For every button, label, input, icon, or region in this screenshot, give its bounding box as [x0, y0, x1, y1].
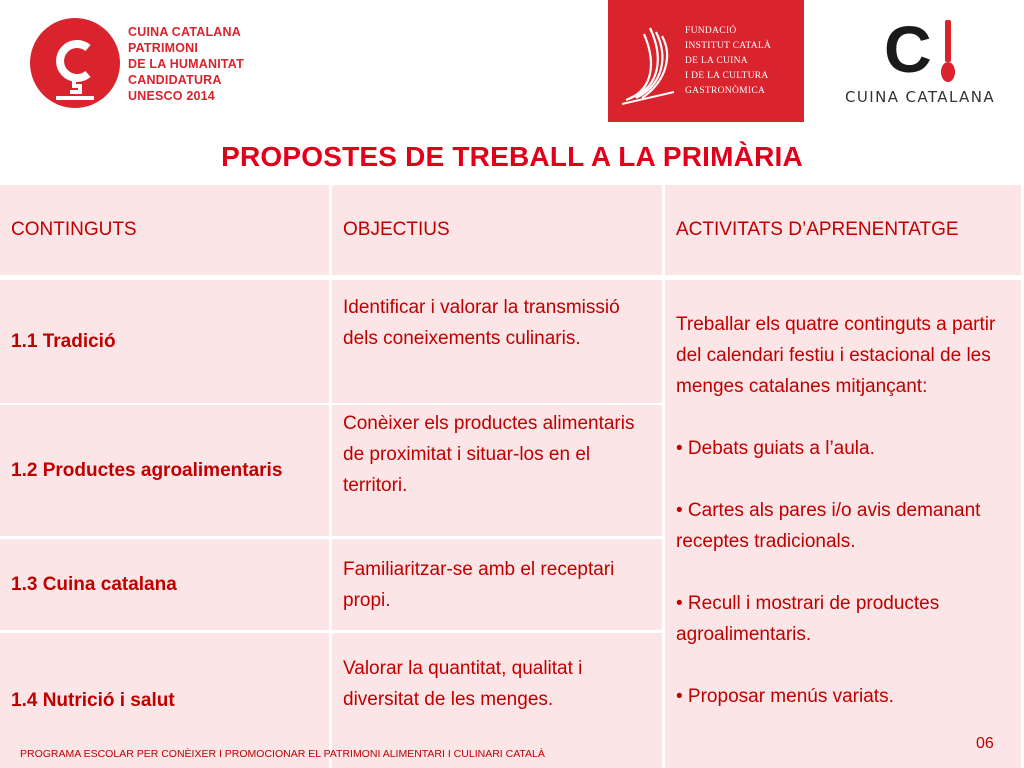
- page-number: 06: [976, 735, 994, 752]
- cuina-c-cedilla-icon: [30, 18, 120, 108]
- cuina-catalana-wordmark: CUINA CATALANA: [845, 88, 996, 106]
- fundacio-line-3: DE LA CUINA: [685, 56, 748, 66]
- unesco-line-2: PATRIMONI: [128, 41, 199, 55]
- page-title: PROPOSTES DE TREBALL A LA PRIMÀRIA: [221, 141, 803, 172]
- proposals-table: [0, 183, 1024, 768]
- unesco-line-1: CUINA CATALANA: [128, 25, 241, 39]
- activities-intro: Treballar els quatre continguts a partir del calendari festiu i estacional de les menges catalanes mitjançant:: [676, 314, 996, 397]
- row-2-objective: Conèixer els productes alimentaris de proximitat i situar-los en el territori.: [332, 405, 662, 536]
- fundacio-line-1: FUNDACIÓ: [685, 26, 737, 36]
- fundacio-logo: [608, 0, 804, 122]
- activities-cell: [665, 280, 1021, 768]
- activity-bullet-1: • Debats guiats a l’aula.: [676, 438, 875, 459]
- row-4-content: 1.4 Nutrició i salut: [0, 633, 329, 768]
- activity-bullet-3: • Recull i mostrari de productes agroalimentaris.: [676, 593, 940, 645]
- flame-icon: [620, 18, 680, 108]
- spoon-icon: [940, 20, 956, 84]
- activity-bullet-4: • Proposar menús variats.: [676, 686, 894, 707]
- activity-bullet-2: • Cartes als pares i/o avis demanant receptes tradicionals.: [676, 500, 981, 552]
- fundacio-line-4: I DE LA CULTURA: [685, 71, 769, 81]
- cuina-catalana-mark: C: [884, 12, 932, 86]
- header-activitats: ACTIVITATS D’APRENENTATGE: [665, 185, 1021, 275]
- row-2-content: 1.2 Productes agroalimentaris: [0, 405, 329, 536]
- unesco-line-5: UNESCO 2014: [128, 89, 215, 103]
- footer-program-text: PROGRAMA ESCOLAR PER CONÈIXER I PROMOCIONAR EL PATRIMONI ALIMENTARI I CULINARI CATALÀ: [20, 748, 545, 760]
- unesco-candidacy-logo: [30, 18, 290, 110]
- row-4-objective: Valorar la quantitat, qualitat i diversitat de les menges.: [332, 633, 662, 768]
- row-3-content: 1.3 Cuina catalana: [0, 539, 329, 630]
- unesco-line-4: CANDIDATURA: [128, 73, 222, 87]
- row-3-objective: Familiaritzar-se amb el receptari propi.: [332, 539, 662, 630]
- row-1-content: 1.1 Tradició: [0, 280, 329, 403]
- header-objectius: OBJECTIUS: [332, 185, 662, 275]
- fundacio-line-5: GASTRONÒMICA: [685, 86, 766, 96]
- row-1-objective: Identificar i valorar la transmissió dels coneixements culinaris.: [332, 280, 662, 403]
- fundacio-line-2: INSTITUT CATALÀ: [685, 41, 772, 51]
- cuina-catalana-logo: [836, 14, 1006, 114]
- header-continguts: CONTINGUTS: [0, 185, 329, 275]
- unesco-line-3: DE LA HUMANITAT: [128, 57, 244, 71]
